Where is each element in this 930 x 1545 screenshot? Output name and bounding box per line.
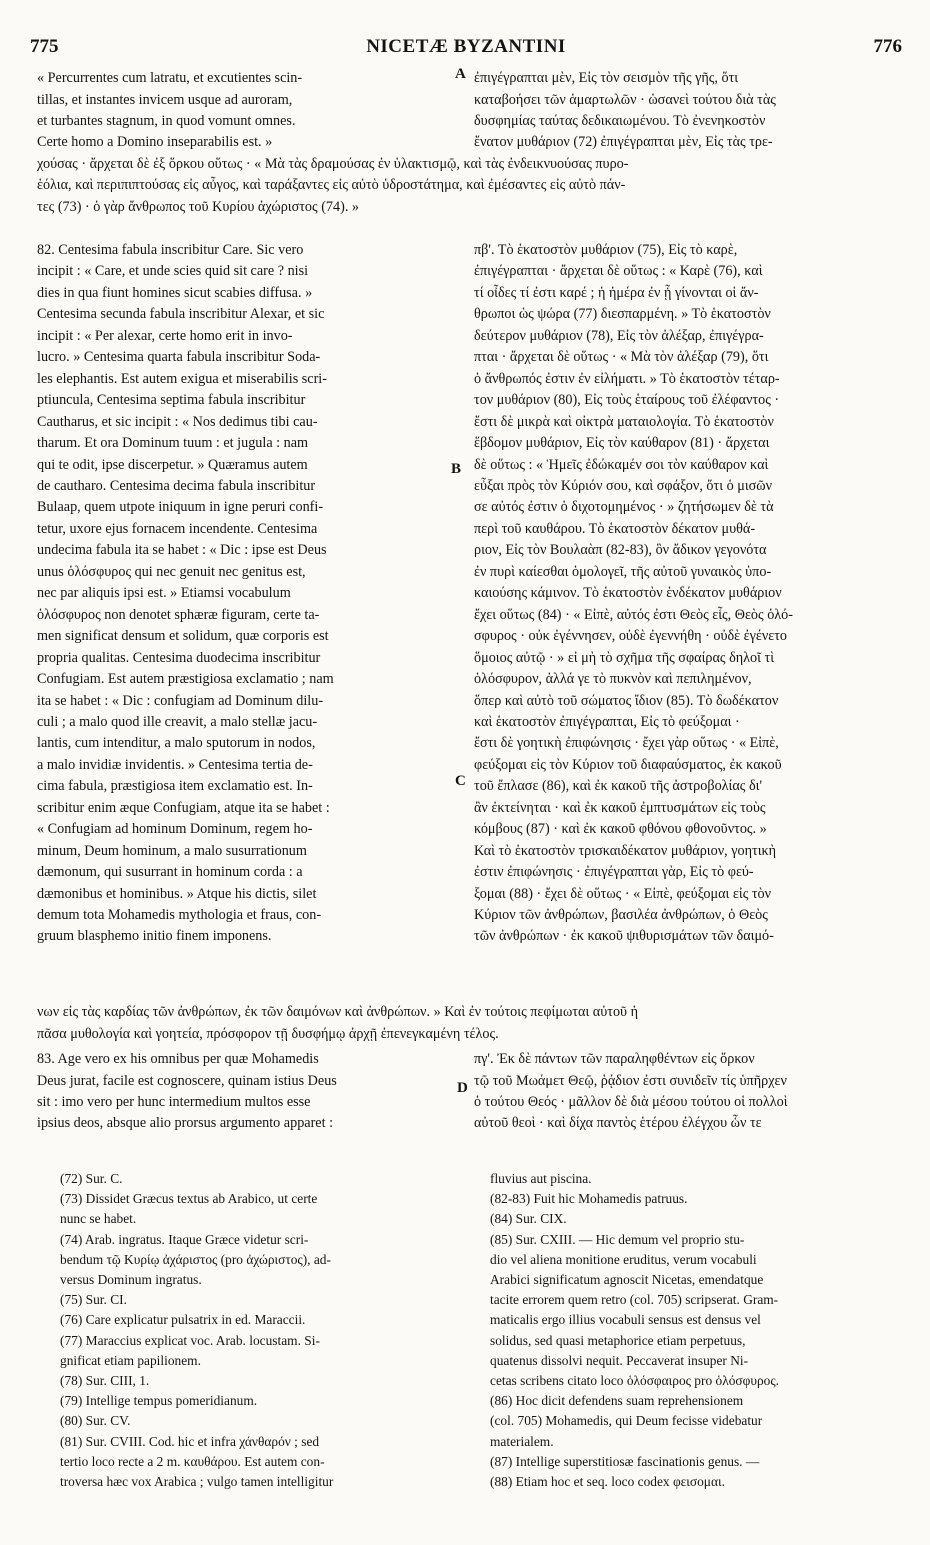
latin-line: unus ὁλόσφυρος qui nec genuit nec genitus est,: [37, 563, 306, 580]
footnote-right: (85) Sur. CXIII. — Hic demum vel proprio stu-: [490, 1231, 745, 1247]
latin-line: minum, Deum hominum, a malo susurrationum: [37, 842, 307, 859]
latin-line: a malo invidiæ invidentis. » Centesima tertia de-: [37, 756, 313, 773]
greek-full-line: χούσας · ἄρχεται δὲ ἐξ ὅρκου οὕτως · « Μὰ τὰς δραμούσας ἐν ὑλακτισμῷ, καὶ τὰς ἐνδεικνυούσας πυρο-: [37, 156, 629, 172]
footnote-right: (87) Intellige superstitiosæ fascinationis genus. —: [490, 1453, 760, 1469]
footnote-right: (86) Hoc dicit defendens suam reprehensionem: [490, 1393, 744, 1409]
greek-line: τοῦ ἔπλασε (86), καὶ ἐκ κακοῦ τῆς ἀστροβολίας δι': [474, 778, 763, 795]
latin-line: undecima fabula ita se habet : « Dic : ipse est Deus: [37, 542, 327, 559]
latin-line: scribitur enim æque Confugiam, atque ita se habet :: [37, 799, 330, 816]
greek-line: σε αὐτός ἐστιν ὁ διχοτομημένος · » ζητήσωμεν δὲ τὰ: [474, 499, 774, 516]
greek-line: πται · ἄρχεται δὲ οὕτως · « Μὰ τὸν ἀλέξαρ (79), ὅτι: [474, 349, 769, 366]
greek-line: εὖξαι πρὸς τὸν Κύριόν σου, καὶ σφάξον, ὅτι ὁ μισῶν: [474, 477, 773, 494]
latin-line: tillas, et instantes invicem usque ad auroram,: [37, 91, 293, 108]
greek-line: Καὶ τὸ ἑκατοστὸν τρισκαιδέκατον μυθάριον, γοητικὴ: [474, 842, 777, 859]
latin-line: et turbantes stagnum, in quod vomunt omnes.: [37, 112, 296, 129]
greek-line: φεύξομαι εἰς τὸν Κύριον τοῦ διαφαύσματος, ἐκ κακοῦ: [474, 756, 782, 773]
latin-line: nec par aliquis ipsi est. » Etiamsi vocabulum: [37, 585, 291, 602]
footnote-right: fluvius aut piscina.: [490, 1171, 592, 1186]
greek-line: πβ'. Τὸ ἑκατοστὸν μυθάριον (75), Εἰς τὸ καρὲ,: [474, 242, 738, 258]
footnote-left: (81) Sur. CVIII. Cod. hic et infra χάνθαρόν ; sed: [60, 1433, 320, 1449]
latin-line: lantis, cum intenditur, a malo sputorum in nodos,: [37, 735, 316, 752]
footnote-left: nunc se habet.: [60, 1211, 137, 1227]
latin-line: lucro. » Centesima quarta fabula inscribitur Soda-: [37, 349, 321, 366]
latin-line: Certe homo a Domino inseparabilis est. »: [37, 134, 273, 151]
greek-line: κόμβους (87) · καὶ ἐκ κακοῦ φθόνου φθονοῦντος. »: [474, 821, 767, 838]
latin-line: dæmonum, qui susurrant in hominum corda : a: [37, 864, 303, 881]
greek-line: ἐπιγέγραπται μὲν, Εἰς τὸν σεισμὸν τῆς γῆς, ὅτι: [474, 70, 739, 86]
running-header: [30, 36, 902, 66]
margin-letter-c: C: [455, 773, 466, 789]
greek-line: ριον, Εἰς τὸν Βουλαὰπ (82-83), ὃν ἄδικον γεγονότα: [474, 542, 767, 559]
footnote-left: (77) Maraccius explicat voc. Arab. locustam. Si-: [60, 1332, 320, 1348]
greek-line: τῶν ἀνθρώπων · ἐκ κακοῦ ψιθυρισμάτων τῶν δαιμό-: [474, 928, 774, 945]
greek-line: δεύτερον μυθάριον (78), Εἰς τὸν ἀλέξαρ, ἐπιγέγρα-: [474, 327, 764, 344]
footnote-left: (72) Sur. C.: [60, 1171, 123, 1186]
greek-line: ἕβδομον μυθάριον, Εἰς τὸν καύθαρον (81) · ἄρχεται: [474, 435, 770, 451]
running-title: NICETÆ BYZANTINI: [366, 36, 566, 57]
footnote-left: (76) Care explicatur pulsatrix in ed. Maraccii.: [60, 1312, 306, 1328]
footnote-left: bendum τῷ Κυρίῳ ἀχάριστος (pro ἀχώριστος), ad-: [60, 1251, 331, 1267]
greek-line: ὁ ἄνθρωπός ἐστιν ἐν εἰλήματι. » Τὸ ἑκατοστὸν τέταρ-: [474, 370, 780, 387]
latin-line: ptiuncula, Centesima septima fabula inscribitur: [37, 392, 306, 409]
greek-line: τί οἶδες τί ἐστι καρέ ; ἡ ἡμέρα ἐν ᾗ γίνονται οἱ ἄν-: [474, 284, 759, 301]
footnote-right: (88) Etiam hoc et seq. loco codex φεισομαι.: [490, 1474, 725, 1489]
greek-full-line: νων εἰς τὰς καρδίας τῶν ἀνθρώπων, ἐκ τῶν δαιμόνων καὶ ἀνθρώπων. » Καὶ ἐν τούτοις πεφίμωται αὐτοῦ ἡ: [37, 1004, 639, 1020]
latin-line: men significat densum et solidum, quæ corporis est: [37, 628, 329, 645]
latin-line: propria qualitas. Centesima duodecima inscribitur: [37, 649, 321, 666]
greek-line: δὲ οὕτως : « Ἡμεῖς ἐδώκαμέν σοι τὸν καύθαρον καὶ: [474, 456, 769, 473]
latin-line: Cautharus, et sic incipit : « Nos dedimus tibi cau-: [37, 413, 318, 430]
footnote-right: (col. 705) Mohamedis, qui Deum fecisse videbatur: [490, 1413, 763, 1429]
latin-line: gruum blasphemo initio finem imponens.: [37, 928, 272, 945]
greek-full-line: ἑόλια, καὶ περιπιπτούσας εἰς αὖγος, καὶ ταράξαντες εἰς αὐτὸ ὑδροστάτημα, καὶ ἐμέσαντες εἰς αὐτὸ πάν-: [37, 177, 626, 194]
greek-line: αὐτοῦ θεοὶ · καὶ δίχα παντὸς ἑτέρου ἐλέγχου ὧν τε: [474, 1115, 762, 1132]
greek-line: καταβοήσει τῶν ἁμαρτωλῶν · ὡσανεὶ τούτου διὰ τὰς: [474, 91, 776, 108]
latin-line: ipsius deos, absque alio prorsus argumento apparet :: [37, 1115, 334, 1132]
greek-line: περὶ τοῦ καυθάρου. Τὸ ἑκατοστὸν δέκατον μυθά-: [474, 520, 756, 537]
greek-line: θρωποι ὡς ψώρα (77) διεσπαρμένη. » Τὸ ἑκατοστὸν: [474, 306, 771, 323]
latin-line: ita se habet : « Dic : confugiam ad Dominum dilu-: [37, 692, 324, 709]
latin-line: Confugiam. Est autem præstigiosa exclamatio ; nam: [37, 671, 334, 687]
greek-line: Κύριον τῶν ἀνθρώπων, βασιλέα ἀνθρώπων, ὁ Θεὸς: [474, 907, 768, 923]
greek-line: ὁ τούτου Θεός · μᾶλλον δὲ διὰ μέσου τούτου οἱ πολλοὶ: [474, 1093, 788, 1110]
latin-line: qui te odit, ipse discerpetur. » Quæramus autem: [37, 456, 308, 473]
footnote-left: tertio loco recte a 2 m. καυθάρου. Est autem con-: [60, 1453, 325, 1469]
greek-line: ξομαι (88) · ἔχει δὲ οὕτως · « Εἰπὲ, φεύξομαι εἰς τὸν: [474, 885, 772, 902]
latin-line: « Percurrentes cum latratu, et excutientes scin-: [37, 70, 303, 86]
footnote-right: dio vel aliena monitione eruditus, verum vocabuli: [490, 1251, 757, 1267]
greek-line: ἐπιγέγραπται · ἄρχεται δὲ οὕτως : « Καρὲ (76), καὶ: [474, 263, 763, 280]
latin-line: incipit : « Care, et unde scies quid sit care ? nisi: [37, 263, 309, 280]
footnote-right: (84) Sur. CIX.: [490, 1211, 567, 1227]
latin-line: sit : imo vero per hunc intermedium multos esse: [37, 1093, 311, 1110]
footnote-right: materialem.: [490, 1433, 554, 1449]
greek-line: ὅπερ καὶ αὐτὸ τοῦ σώματος ἴδιον (85). Τὸ δωδέκατον: [474, 692, 779, 709]
latin-line: 83. Age vero ex his omnibus per quæ Mohamedis: [37, 1051, 319, 1067]
latin-line: « Confugiam ad hominum Dominum, regem ho-: [37, 821, 313, 838]
greek-line: τον μυθάριον (80), Εἰς τοὺς ἑταίρους τοῦ ἐλέφαντος ·: [474, 392, 780, 409]
footnote-left: (73) Dissidet Græcus textus ab Arabico, ut certe: [60, 1191, 318, 1207]
greek-line: ἔστι δὲ γοητικὴ ἐπιφώνησις · ἔχει γὰρ οὕτως · « Εἰπὲ,: [474, 735, 779, 752]
footnote-left: (79) Intellige tempus pomeridianum.: [60, 1393, 258, 1409]
latin-line: ὁλόσφυρος non denotet sphæræ figuram, certe ta-: [37, 606, 320, 623]
greek-line: ἂν ἐκτείνηται · καὶ ἐκ κακοῦ ἐμπτυσμάτων εἰς τοὺς: [474, 799, 766, 816]
greek-line: δυσφημίας ταύτας δεδικαιωμένου. Τὸ ἐνενηκοστὸν: [474, 112, 766, 129]
latin-line: tetur, uxore ejus fornacem incendente. Centesima: [37, 520, 318, 537]
greek-full-line: τες (73) · ὁ γὰρ ἄνθρωπος τοῦ Κυρίου ἀχώριστος (74). »: [37, 198, 360, 215]
latin-line: Deus jurat, facile est cognoscere, quinam istius Deus: [37, 1072, 337, 1089]
greek-line: ἐν πυρὶ καίεσθαι ὁμολογεῖ, τῆς αὐτοῦ γυναικὸς ὑπο-: [474, 563, 772, 580]
latin-line: incipit : « Per alexar, certe homo erit in invo-: [37, 327, 293, 344]
greek-line: πγ'. Ἐκ δὲ πάντων τῶν παραληφθέντων εἰς ὅρκον: [474, 1051, 755, 1067]
footnote-left: (74) Arab. ingratus. Itaque Græce videtur scri-: [60, 1231, 309, 1247]
footnote-right: (82-83) Fuit hic Mohamedis patruus.: [490, 1191, 688, 1207]
latin-line: demum tota Mohamedis mythologia et fraus, con-: [37, 907, 322, 923]
footnote-right: tacite errorem quem retro (col. 705) scripserat. Gram-: [490, 1292, 779, 1308]
latin-line: culi ; a malo quod ille creavit, a malo stellæ jacu-: [37, 713, 318, 730]
page-number-left: 775: [30, 36, 59, 57]
greek-line: καιούσης κάμινον. Τὸ ἑκατοστὸν ἑνδέκατον μυθάριον: [474, 585, 782, 602]
footnote-right: maticalis ergo illius vocabuli sensus est densus vel: [490, 1312, 761, 1328]
latin-line: Centesima secunda fabula inscribitur Alexar, et sic: [37, 306, 325, 323]
latin-line: tharum. Et ora Dominum tuum : et jugula : nam: [37, 435, 309, 451]
page-number-right: 776: [873, 36, 902, 57]
greek-line: ἔστι δὲ μικρὰ καὶ οἰκτρὰ ματαιολογία. Τὸ ἑκατοστὸν: [474, 413, 774, 430]
footnote-left: (80) Sur. CV.: [60, 1413, 131, 1429]
greek-line: καὶ ἑκατοστὸν ἐπιγέγραπται, Εἰς τὸ φεύξομαι ·: [474, 713, 740, 730]
margin-letter-a: A: [455, 66, 466, 82]
latin-line: Bulaap, quem utpote iniquum in igne peruri confi-: [37, 499, 324, 516]
greek-line: σφυρος · οὐκ ἐγέννησεν, οὐδὲ ἐγεννήθη · οὐδὲ ἐγένετο: [474, 628, 788, 645]
greek-line: τῷ τοῦ Μωάμετ Θεῷ, ῥᾴδιον ἐστι συνιδεῖν τίς ὑπῆρχεν: [474, 1072, 787, 1089]
footnote-right: Arabici significatum agnoscit Nicetas, emendatque: [490, 1272, 764, 1287]
greek-line: ἐστιν ἐπιφώνησις · ἐπιγέγραπται γὰρ, Εἰς τὸ φεύ-: [474, 864, 754, 881]
latin-line: les elephantis. Est autem exigua et miserabilis scri-: [37, 370, 327, 387]
margin-letter-d: D: [457, 1080, 468, 1096]
margin-letter-b: B: [451, 461, 462, 477]
greek-full-line: πᾶσα μυθολογία καὶ γοητεία, πρόσφορον τῇ δυσφήμῳ ἀρχῇ ἐπενεγκαμένη τέλος.: [37, 1025, 499, 1042]
footnote-left: gnificat etiam papilionem.: [60, 1352, 201, 1368]
greek-line: ὁλόσφυρον, ἀλλά γε τὸ πυκνὸν καὶ πεπιλημένον,: [474, 671, 752, 687]
latin-line: dies in qua fiunt homines sicut scabies diffusa. »: [37, 284, 313, 301]
footnote-right: quatenus dissolvi nequit. Peccaverat insuper Ni-: [490, 1352, 749, 1368]
greek-line: ἔχει οὕτως (84) · « Εἰπὲ, αὐτός ἐστι Θεὸς εἷς, Θεὸς ὁλό-: [474, 606, 793, 623]
latin-line: cima fabula, præstigiosa item exclamatio est. In-: [37, 778, 313, 795]
footnote-right: cetas scribens citato loco ὁλόσφαιρος pro ὁλόσφυρος.: [490, 1373, 779, 1388]
latin-line: 82. Centesima fabula inscribitur Care. Sic vero: [37, 242, 304, 258]
latin-line: dæmonibus et hominibus. » Atque his dictis, silet: [37, 885, 317, 902]
footnote-left: (75) Sur. CI.: [60, 1292, 127, 1308]
footnote-left: versus Dominum ingratus.: [60, 1272, 202, 1287]
footnote-left: (78) Sur. CIII, 1.: [60, 1373, 150, 1388]
greek-line: ἔνατον μυθάριον (72) ἐπιγέγραπται μὲν, Εἰς τὰς τρε-: [474, 134, 773, 151]
footnote-left: troversa hæc vox Arabica ; vulgo tamen intelligitur: [60, 1474, 334, 1489]
footnote-right: solidus, sed quasi metaphorice etiam perpetuus,: [490, 1332, 746, 1348]
latin-line: de cautharo. Centesima decima fabula inscribitur: [37, 477, 316, 494]
greek-line: ὅμοιος αὐτῷ · » εἰ μὴ τὸ σχῆμα τῆς σφαίρας δηλοῖ τὶ: [474, 649, 775, 666]
